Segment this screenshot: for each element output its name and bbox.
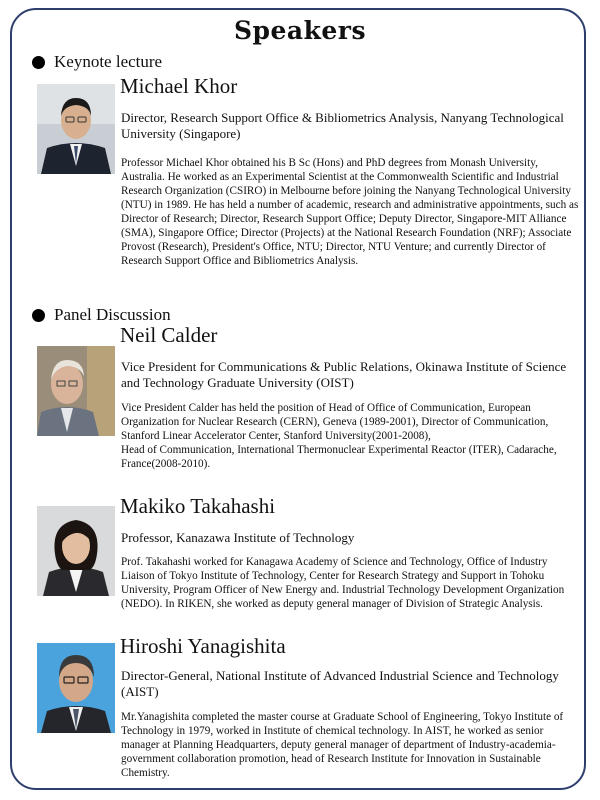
speaker-name: Hiroshi Yanagishita [120,634,286,658]
speaker-role: Vice President for Communications & Public Relations, Okinawa Institute of Science and Technology Graduate University (OIST) [121,359,567,390]
speaker-bio: Mr.Yanagishita completed the master course at Graduate School of Engineering, Tokyo Institute of Technology in 1979, worked in Institute of chemical technology. In AIST, he worked as senior manager at Planning Headquarters, deputy general manager of department of Industry-academia-government collaboration promotion, head of Research Institute for Innovation in Sustainable Chemistry. [121,711,564,779]
section-label: Keynote lecture [54,52,163,71]
speaker-bio: Vice President Calder has held the position of Head of Office of Communication, European Organization for Nuclear Research (CERN), Geneva (1989-2001), Director of Communication, Stanford Linear Accelerator Center, Stanford University(2001-2008), Head of Communication, International Thermonuclear Experimental Reactor (ITER), Cadarache, France(2008-2010). [121,402,557,470]
portrait-icon [37,506,115,596]
speaker-bio: Professor Michael Khor obtained his B Sc (Hons) and PhD degrees from Monash University, Australia. He worked as an Experimental Scientist at the Commonwealth Scientific and Industrial Research Organization (CSIRO) in Melbourne before joining the Nanyang Technological University (NTU) in 1989. He has held a number of academic, research and administrative appointments, such as Director of Research; Director, Research Support Office; Deputy Director, Singapore-MIT Alliance (SMA), Singapore Office; Director (Projects) at the National Research Foundation (NRF); Associate Provost (Research), President's Office, NTU; Director, NTU Venture; and currently Director of Research Support Office and Bibliometrics Analysis. [121,157,579,267]
speaker-photo-khor [37,84,115,174]
page-title: Speakers [233,16,367,45]
speaker-photo-yanagishita [37,643,115,733]
section-label: Panel Discussion [54,305,171,324]
bullet-icon [32,56,45,69]
speaker-photo-calder [37,346,115,436]
portrait-icon [37,643,115,733]
bullet-icon [32,309,45,322]
speaker-role: Director, Research Support Office & Bibliometrics Analysis, Nanyang Technological University (Singapore) [121,110,564,141]
section-keynote [32,52,162,72]
speaker-bio: Prof. Takahashi worked for Kanagawa Academy of Science and Technology, Office of Industry Liaison of Tokyo Institute of Technology, Center for Research Strategy and Support in Tohoku University, Program Officer of New Energy and. Industrial Technology Development Organization (NEDO). In RIKEN, she worked as deputy general manager of Division of Strategic Analysis. [121,556,565,610]
speaker-role: Professor, Kanazawa Institute of Technology [121,530,355,545]
portrait-icon [37,84,115,174]
speaker-photo-takahashi [37,506,115,596]
portrait-icon [37,346,115,436]
speaker-name: Michael Khor [120,74,238,98]
section-panel [32,305,171,325]
speaker-role: Director-General, National Institute of Advanced Industrial Science and Technology (AIST) [121,668,559,699]
speaker-name: Neil Calder [120,323,218,347]
speaker-name: Makiko Takahashi [120,494,276,518]
